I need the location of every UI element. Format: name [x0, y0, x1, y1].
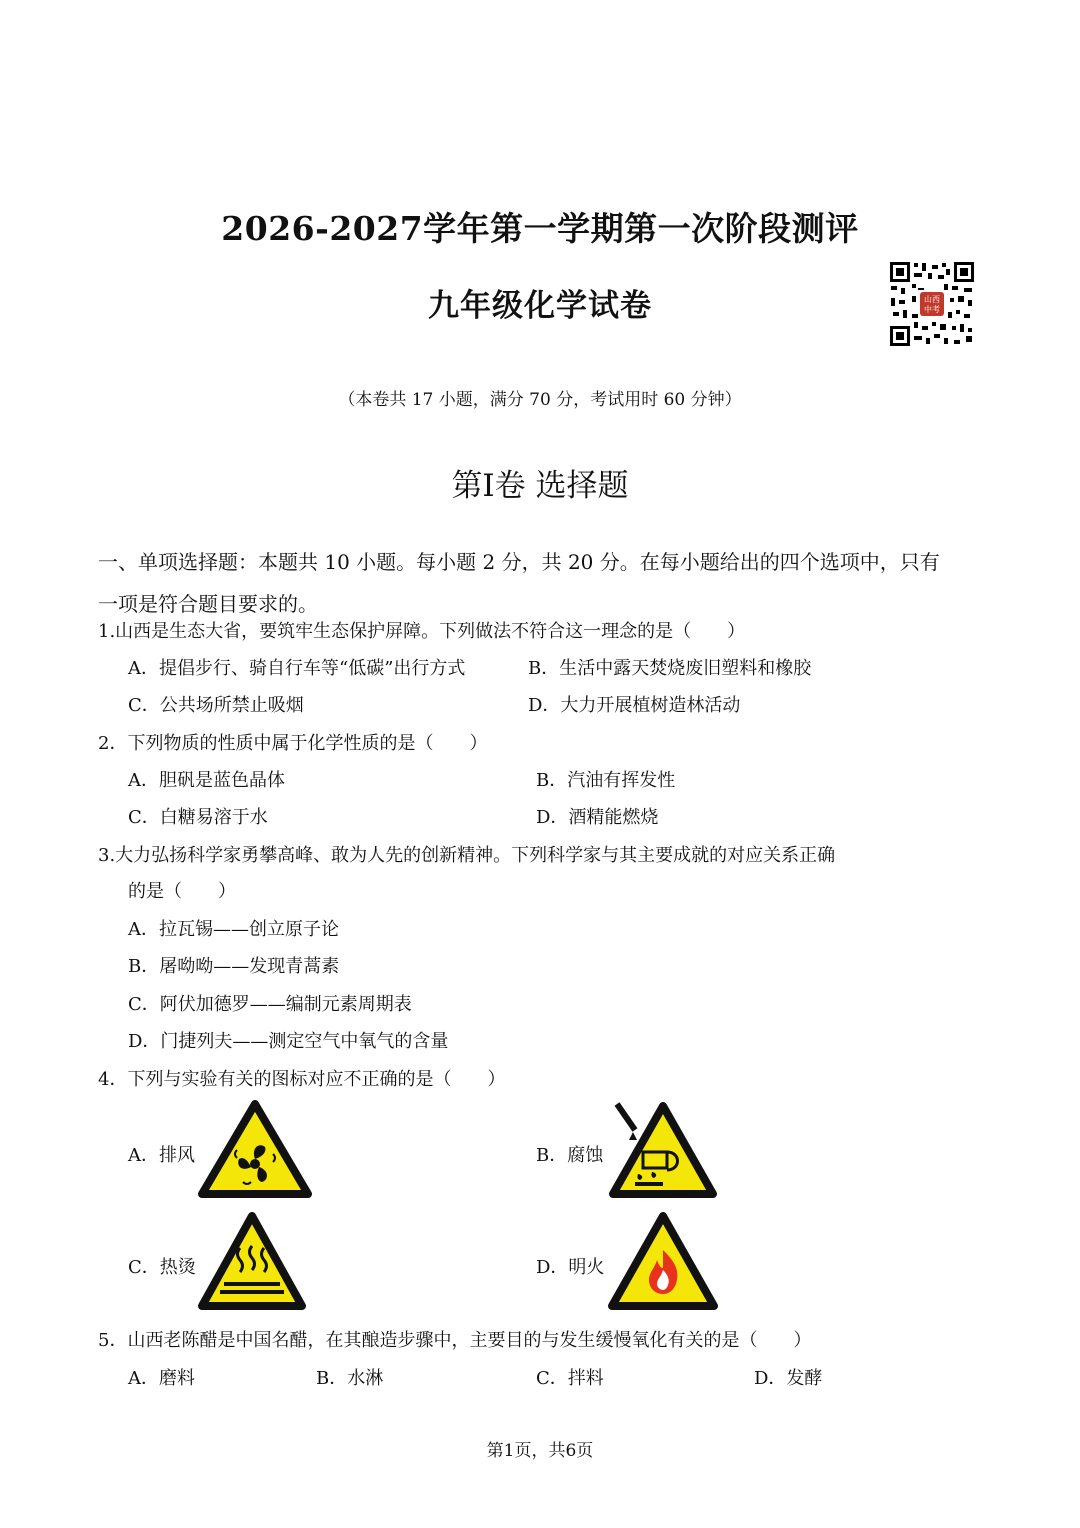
question-3-stem-continued: 的是（ ）	[128, 881, 236, 902]
corrosion-warning-icon	[605, 1100, 717, 1198]
exam-note: （本卷共 17 小题，满分 70 分，考试用时 60 分钟）	[338, 390, 742, 410]
question-2-stem: 2．下列物质的性质中属于化学性质的是（ ）	[98, 733, 488, 754]
question-2-option-d: D．酒精能燃烧	[536, 807, 659, 828]
question-1-option-d: D．大力开展植树造林活动	[528, 695, 741, 716]
question-4-option-a: A．排风	[128, 1145, 195, 1166]
question-2-option-b: B．汽油有挥发性	[536, 770, 676, 791]
part-title: 第I卷 选择题	[451, 468, 629, 504]
page-number: 第1页，共6页	[486, 1441, 594, 1461]
fan-warning-icon	[198, 1100, 312, 1198]
question-5-stem: 5．山西老陈醋是中国名醋，在其酿造步骤中，主要目的与发生缓慢氧化有关的是（ ）	[98, 1330, 812, 1351]
question-3-stem: 3.大力弘扬科学家勇攀高峰、敢为人先的创新精神。下列科学家与其主要成就的对应关系正确	[98, 845, 836, 866]
question-5-option-d: D．发酵	[754, 1368, 823, 1389]
question-1-option-b: B．生活中露天焚烧废旧塑料和橡胶	[528, 658, 812, 679]
question-5-option-a: A．磨料	[128, 1368, 195, 1389]
question-5-option-c: C．拌料	[536, 1368, 604, 1389]
exam-title: 2026-2027学年第一学期第一次阶段测评	[221, 209, 859, 248]
question-1-stem: 1.山西是生态大省，要筑牢生态保护屏障。下列做法不符合这一理念的是（ ）	[98, 621, 746, 642]
question-3-option-d: D．门捷列夫——测定空气中氧气的含量	[128, 1031, 449, 1052]
question-1-option-a: A．提倡步行、骑自行车等“低碳”出行方式	[128, 658, 466, 679]
question-5-option-b: B．水淋	[316, 1368, 384, 1389]
question-4-option-d: D．明火	[536, 1257, 605, 1278]
question-2-option-a: A．胆矾是蓝色晶体	[128, 770, 285, 791]
question-3-option-b: B．屠呦呦——发现青蒿素	[128, 956, 340, 977]
question-4-stem: 4．下列与实验有关的图标对应不正确的是（ ）	[98, 1069, 506, 1090]
flame-warning-icon	[608, 1212, 718, 1310]
question-3-option-a: A．拉瓦锡——创立原子论	[128, 919, 339, 940]
section-instruction-line2: 一项是符合题目要求的。	[98, 592, 318, 616]
question-4-option-b: B．腐蚀	[536, 1145, 604, 1166]
question-2-option-c: C．白糖易溶于水	[128, 807, 268, 828]
question-4-option-c: C．热烫	[128, 1257, 196, 1278]
hot-surface-warning-icon	[198, 1212, 306, 1310]
question-3-option-c: C．阿伏加德罗——编制元素周期表	[128, 994, 412, 1015]
qr-badge-text: 山西中考	[924, 295, 940, 314]
question-1-option-c: C．公共场所禁止吸烟	[128, 695, 304, 716]
exam-subtitle: 九年级化学试卷	[428, 288, 652, 324]
section-instruction-line1: 一、单项选择题：本题共 10 小题。每小题 2 分，共 20 分。在每小题给出的四个选项中，只有	[98, 550, 940, 574]
qr-code	[888, 260, 976, 348]
